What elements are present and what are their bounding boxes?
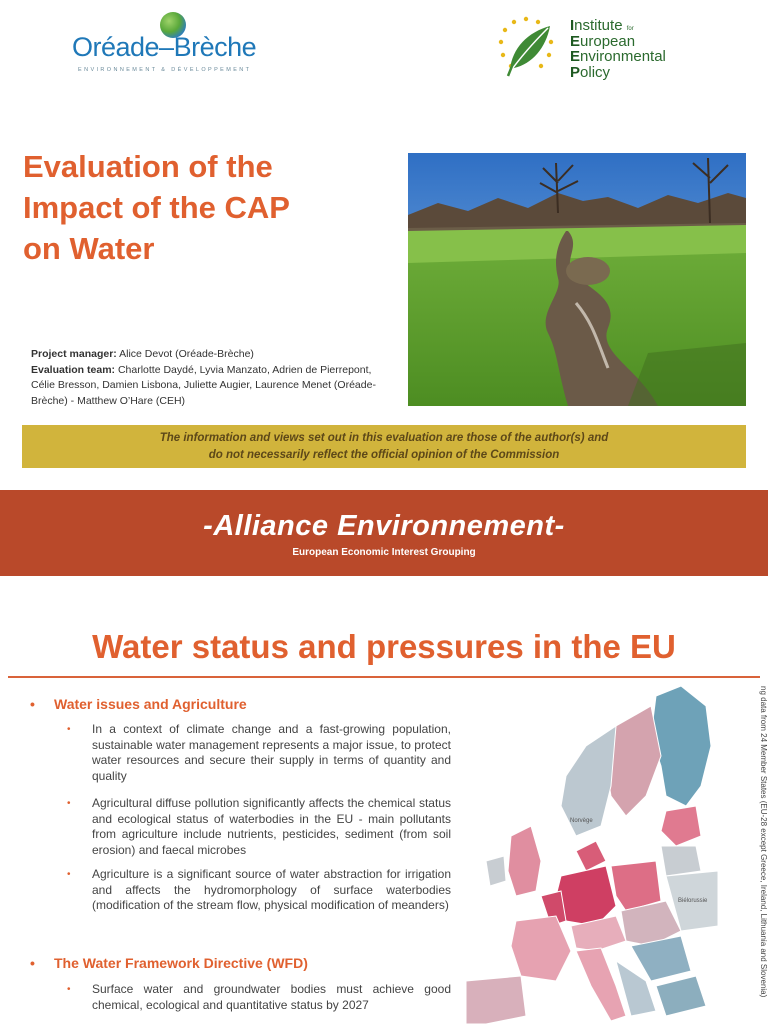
list-item: • Agricultural diffuse pollution significantly affects the chemical status and ecological status of waterbodies in the EU - main pollutants from agriculture include nutrients, pesticides, sediment (from soil erosion) and faecal microbes [67,796,451,857]
disclaimer-box [22,425,746,468]
stream-meadow-photo [408,153,746,406]
sub-bullet-icon: • [67,984,71,995]
bullet-icon: • [30,696,35,712]
map-label-norway: Norvège [570,818,593,824]
title-line-1: Evaluation of the [23,149,273,184]
list-item: • Surface water and groundwater bodies must achieve good chemical, ecological and quantitative status by 2027 [67,982,451,1012]
europe-water-status-map [466,686,718,1024]
sub-bullet-icon: • [67,869,71,880]
alliance-banner [0,490,768,576]
section-divider [8,676,760,678]
sub-bullet-icon: • [67,724,71,735]
heading-wfd: • The Water Framework Directive (WFD) [30,955,308,971]
banner-subtitle: European Economic Interest Grouping [292,547,476,558]
ieep-logo-text: Institute $^{for}$ European Environmental Policy [570,17,666,81]
list-item: • In a context of climate change and a fast-growing population, sustainable water management represents a major issue, to protect water resources and secure their supply in terms of quantity and quality [67,722,451,783]
heading-water-issues: • Water issues and Agriculture [30,696,247,712]
disclaimer-line-1: The information and views set out in this evaluation are those of the author(s) and [159,432,609,444]
sub-bullet-icon: • [67,798,71,809]
banner-title: -Alliance Environnement- [203,510,565,542]
oreade-logo-name: Oréade–Brèche [72,32,257,62]
ieep-logo [492,14,692,84]
title-line-3: on Water [23,231,155,266]
project-team [31,347,391,409]
oreade-breche-logo [72,12,267,72]
map-caption: ng data from 24 Member States (EU-28 except Greece, Ireland, Lithuania and Slovenia) [759,686,768,998]
disclaimer-line-2: do not necessarily reflect the official opinion of the Commission [208,449,560,461]
bullet-icon: • [30,955,35,971]
map-label-belarus: Biélorussie [678,898,708,904]
list-item: • Agriculture is a significant source of water abstraction for irrigation and affects the hydromorphology of surface waterbodies (modification of the stream flow, physical modification of meanders) [67,867,451,913]
leaf-stars-icon [492,14,560,82]
oreade-logo-tagline: ENVIRONNEMENT & DÉVELOPPEMENT [78,67,252,73]
title-line-2: Impact of the CAP [23,190,290,225]
section-title: Water status and pressures in the EU [92,628,676,665]
page-title [23,146,383,269]
project-manager: Project manager: Alice Devot (Oréade-Brèche) [31,348,254,360]
evaluation-team: Evaluation team: Charlotte Daydé, Lyvia Manzato, Adrien de Pierrepont, Célie Bresson, Damien Lisbona, Juliette Augier, Laurence Menet (Oréade-Brèche) - Matthew O’Hare (CEH) [31,363,376,407]
